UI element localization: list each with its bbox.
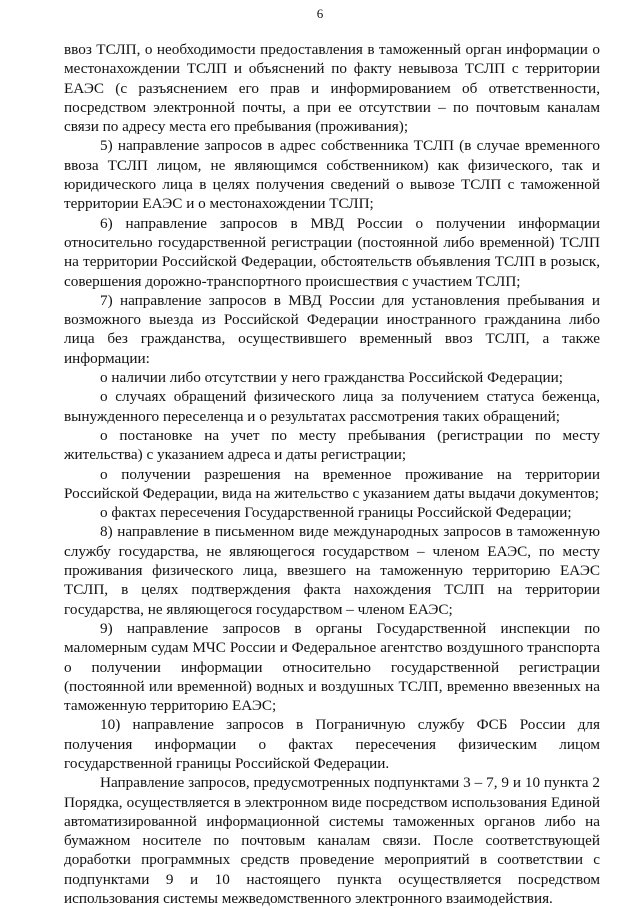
paragraph-item-7: 7) направление запросов в МВД России для установления пребывания и возможного выезда из Российской Федерации иностранного гражданина либо лица без гражданства, осуществившего временный ввоз ТСЛП, а также информации: — [64, 291, 600, 367]
paragraph-subitem-citizenship: о наличии либо отсутствии у него гражданства Российской Федерации; — [100, 369, 564, 387]
paragraph-continuation: ввоз ТСЛП, о необходимости предоставления в таможенный орган информации о местонахождении ТСЛП и объяснений по факту невывоза ТСЛП с территории ЕАЭС (с разъяснением его прав и информированием об ответственности, посредством электронной почты, а при ее отсутствии – по почтовым каналам связи по адресу места его пребывания (проживания); — [64, 41, 600, 136]
paragraph-item-8: 8) направление в письменном виде международных запросов в таможенную службу государства, не являющегося государством – членом ЕАЭС, по месту проживания физического лица, ввезшего на таможенную территорию ЕАЭС ТСЛП, в целях подтверждения факта нахождения ТСЛП на территории государства, не являющегося государством – членом ЕАЭС; — [64, 523, 600, 618]
paragraph-subitem-refugee: о случаях обращений физического лица за получением статуса беженца, вынужденного переселенца и о результатах рассмотрения таких обращений; — [64, 388, 600, 425]
paragraph-subitem-border-crossing: о фактах пересечения Государственной границы Российской Федерации; — [100, 504, 572, 522]
page-number: 6 — [316, 6, 324, 21]
paragraph-subitem-residence-permit: о получении разрешения на временное проживание на территории Российской Федерации, вида на жительство с указанием даты выдачи документов; — [64, 465, 600, 502]
paragraph-subitem-registration: о постановке на учет по месту пребывания (регистрации по месту жительства) с указанием адреса и даты регистрации; — [64, 426, 600, 464]
paragraph-item-5: 5) направление запросов в адрес собственника ТСЛП (в случае временного ввоза ТСЛП лицом, не являющимся собственником) как физического, так и юридического лица в целях получения сведений о вывозе ТСЛП с таможенной территории ЕАЭС и о местонахождении ТСЛП; — [64, 137, 600, 213]
paragraph-item-10: 10) направление запросов в Пограничную службу ФСБ России для получения информации о фактах пересечения физическим лицом государственной границы Российской Федерации. — [64, 716, 600, 772]
document-body — [64, 40, 600, 908]
paragraph-item-6: 6) направление запросов в МВД России о получении информации относительно государственной регистрации (постоянной либо временной) ТСЛП на территории Российской Федерации, обстоятельств объявления ТСЛП в розыск, совершения дорожно-транспортного происшествия с участием ТСЛП; — [64, 214, 600, 290]
paragraph-conclusion: Направление запросов, предусмотренных подпунктами 3 – 7, 9 и 10 пункта 2 Порядка, осуществляется в электронном виде посредством использования Единой автоматизированной информационной системы таможенных органов либо на бумажном носителе по почтовым каналам связи. После соответствующей доработки программных средств проведение мероприятий в соответствии с подпунктами 9 и 10 настоящего пункта осуществляется посредством использования системы межведомственного электронного взаимодействия. — [64, 774, 600, 908]
paragraph-item-9: 9) направление запросов в органы Государственной инспекции по маломерным судам МЧС России и Федеральное агентство воздушного транспорта о получении информации относительно государственной регистрации (постоянной или временной) водных и воздушных ТСЛП, временно ввезенных на таможенную территорию ЕАЭС; — [64, 619, 600, 715]
